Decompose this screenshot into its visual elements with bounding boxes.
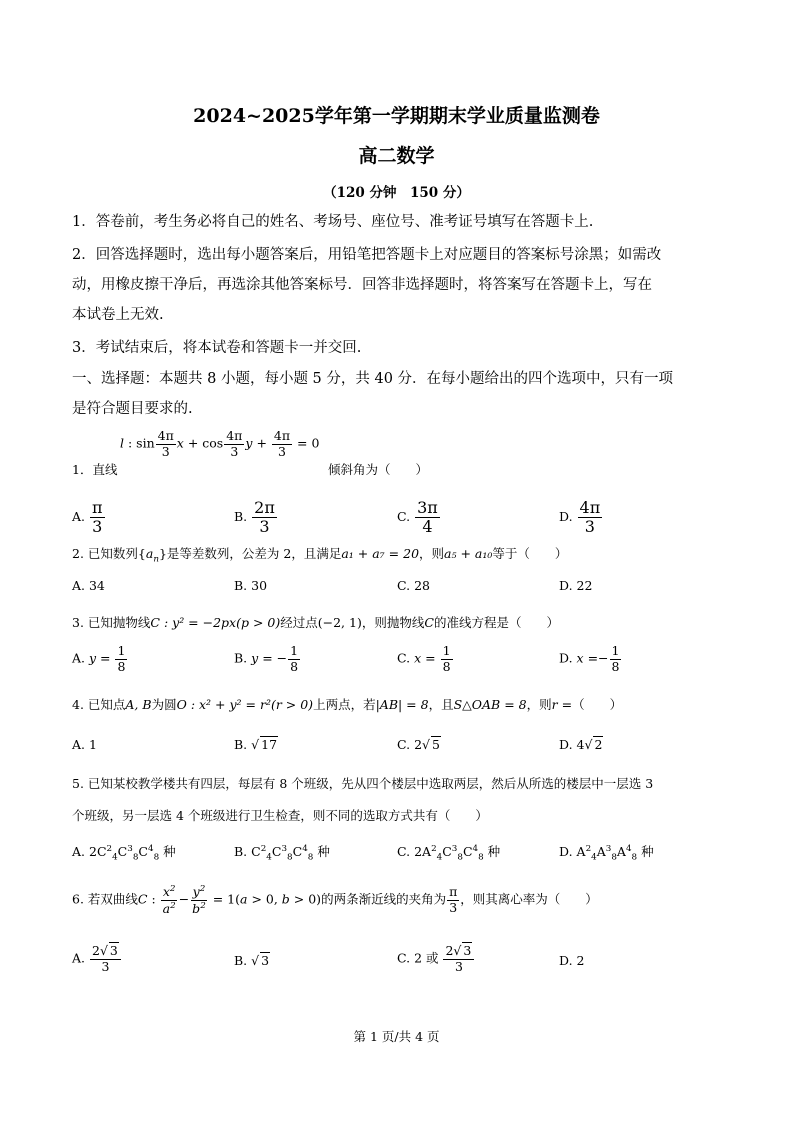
exam-subject: 高二数学 xyxy=(358,145,435,167)
q4-option-b[interactable]: B. √ 17 xyxy=(234,737,278,752)
section-heading-line2: 是符合题目要求的. xyxy=(72,401,193,417)
q5-option-c[interactable]: C. $2A^2_4C^3_8C^4_8$ 种 xyxy=(397,843,501,863)
q5-option-a[interactable]: A. $2C^2_4C^3_8C^4_8$ 种 xyxy=(72,843,176,863)
exam-title: 2024~2025学年第一学期期末学业质量监测卷 xyxy=(193,105,600,127)
q6-option-d[interactable]: D. 2 xyxy=(559,953,585,968)
q2-stem: 2. 已知数列$\{a_n\}$是等差数列，公差为 2，且满足a₁ + a₇ = 20，则a₅ + a₁₀等于（ ） xyxy=(72,546,568,565)
section-heading-line1: 一、选择题：本题共 8 小题，每小题 5 分，共 40 分．在每小题给出的四个选项中，只有一项 xyxy=(72,371,674,387)
instruction-3: 3．考试结束后，将本试卷和答题卡一并交回. xyxy=(72,340,362,356)
q4-option-d[interactable]: D. 4√ 2 xyxy=(559,737,603,752)
q1-option-a[interactable]: A. $\frac{\pi}{3}$ xyxy=(72,498,103,536)
q6-option-a[interactable]: A. $\frac{2√ 3}{3}$ xyxy=(72,945,122,973)
q1-suffix: 倾斜角为（ ） xyxy=(328,462,429,477)
q3-option-d[interactable]: D. x =− $\frac{1}{8}$ xyxy=(559,643,620,674)
q1-option-b[interactable]: B. $\frac{2\pi}{3}$ xyxy=(234,498,275,536)
q1-option-d[interactable]: D. $\frac{4\pi}{3}$ xyxy=(559,498,601,536)
page-footer: 第 1 页/共 4 页 xyxy=(353,1029,440,1044)
instruction-2-line1: 2．回答选择题时，选出每小题答案后，用铅笔把答题卡上对应题目的答案标号涂黑；如需改 xyxy=(72,247,662,263)
q6-stem: 6. 若双曲线C : $\frac{x^2}{a^2}$ − $\frac{y^2}{b^2}$ = 1(a > 0, b > 0)的两条渐近线的夹角为 $\frac{\pi}{3}$ ，则其离心率为（ ） xyxy=(72,884,598,916)
q4-option-c[interactable]: C. 2√ 5 xyxy=(397,737,440,752)
instruction-2-line3: 本试卷上无效. xyxy=(72,307,164,323)
q2-option-b[interactable]: B. 30 xyxy=(234,578,268,593)
q4-stem: 4. 已知点A, B为圆O : x² + y² = r²(r > 0)上两点，若|AB| = 8，且S△OAB = 8，则r =（ ） xyxy=(72,697,623,712)
instruction-2-line2: 动，用橡皮擦干净后，再选涂其他答案标号．回答非选择题时，将答案写在答题卡上，写在 xyxy=(72,277,652,293)
q6-option-c[interactable]: C. 2 或 $\frac{2√ 3}{3}$ xyxy=(397,945,475,973)
q5-stem-line2: 个班级，另一层选 4 个班级进行卫生检查，则不同的选取方式共有（ ） xyxy=(72,808,488,823)
q1-option-c[interactable]: C. $\frac{3\pi}{4}$ xyxy=(397,498,438,536)
q5-option-d[interactable]: D. $A^2_4A^3_8A^4_8$ 种 xyxy=(559,843,654,863)
q3-option-a[interactable]: A. y = $\frac{1}{8}$ xyxy=(72,643,126,674)
q2-option-d[interactable]: D. 22 xyxy=(559,578,593,593)
q1-prefix: 1．直线 xyxy=(72,462,118,477)
q4-option-a[interactable]: A. 1 xyxy=(72,737,97,752)
q5-stem-line1: 5. 已知某校教学楼共有四层，每层有 8 个班级，先从四个楼层中选取两层，然后从所选的楼层中一层选 3 xyxy=(72,776,654,791)
instruction-1: 1．答卷前，考生务必将自己的姓名、考场号、座位号、准考证号填写在答题卡上. xyxy=(72,214,594,230)
q2-option-c[interactable]: C. 28 xyxy=(397,578,430,593)
q6-option-b[interactable]: B. √ 3 xyxy=(234,953,270,968)
q3-stem: 3. 已知抛物线C : y² = −2px(p > 0)经过点(−2, 1)，则抛物线C的准线方程是（ ） xyxy=(72,615,559,630)
q1-equation: l : sin $\frac{4\pi}{3}$ x + cos $\frac{4\pi}{3}$ y + $\frac{4\pi}{3}$ = 0 xyxy=(120,428,320,459)
q5-option-b[interactable]: B. $C^2_4C^3_8C^4_8$ 种 xyxy=(234,843,330,863)
q3-option-b[interactable]: B. y = − $\frac{1}{8}$ xyxy=(234,643,299,674)
exam-time-score: （120 分钟 150 分） xyxy=(323,185,470,201)
q3-option-c[interactable]: C. x = $\frac{1}{8}$ xyxy=(397,643,451,674)
q2-option-a[interactable]: A. 34 xyxy=(72,578,105,593)
